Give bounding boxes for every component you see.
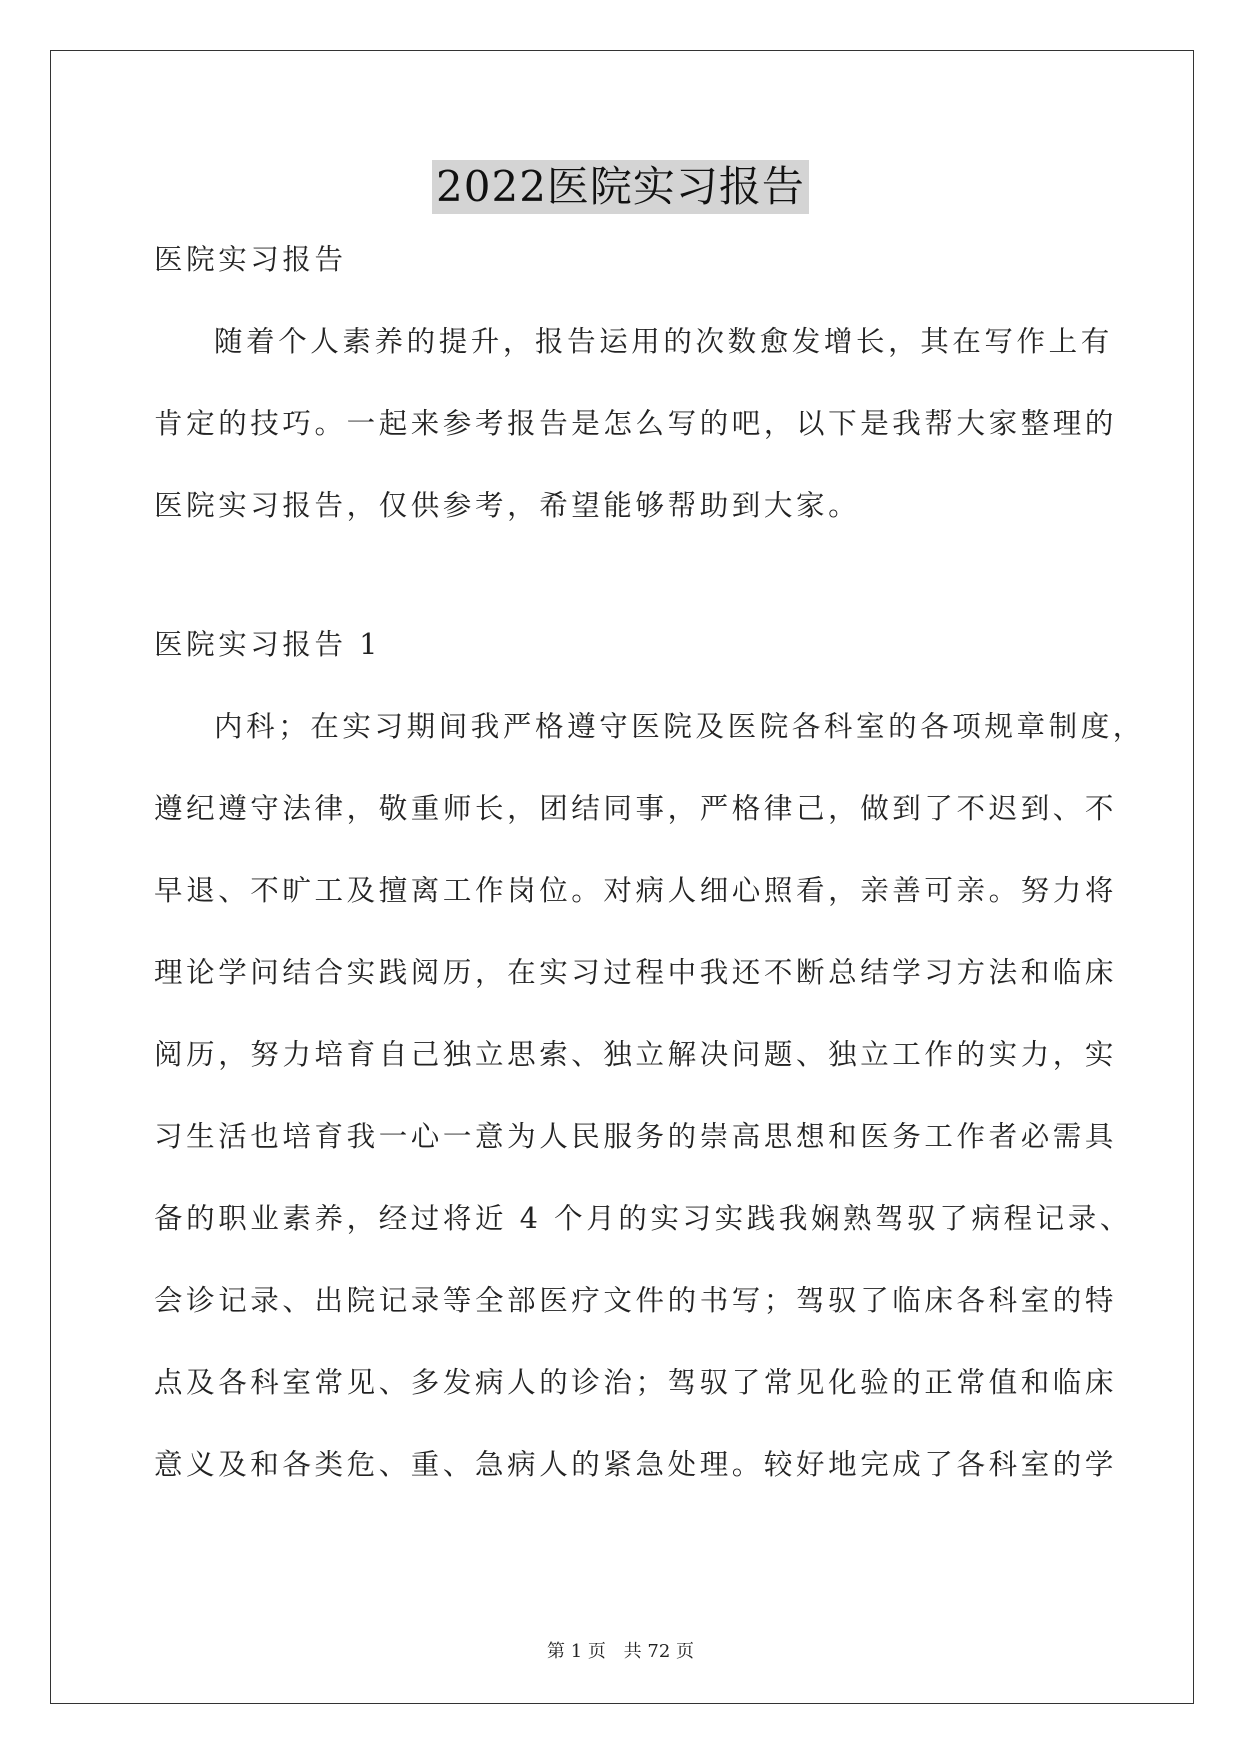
section1-line-1: 内科；在实习期间我严格遵守医院及医院各科室的各项规章制度， <box>214 710 1145 743</box>
section1-line-7: 备的职业素养，经过将近 4 个月的实习实践我娴熟驾驭了病程记录、 <box>154 1202 1132 1235</box>
section1-line-4: 理论学问结合实践阅历，在实习过程中我还不断总结学习方法和临床 <box>154 956 1118 989</box>
section1-block <box>154 604 1145 1506</box>
section1-line-5: 阅历，努力培育自己独立思索、独立解决问题、独立工作的实力，实 <box>154 1038 1118 1071</box>
section1-line-2: 遵纪遵守法律，敬重师长，团结同事，严格律己，做到了不迟到、不 <box>154 792 1118 825</box>
document-title: 2022医院实习报告 <box>432 160 809 214</box>
page-number-total: 共 72 页 <box>623 1641 694 1662</box>
intro-line-3: 医院实习报告，仅供参考，希望能够帮助到大家。 <box>154 489 861 522</box>
section1-line-9: 点及各科室常见、多发病人的诊治；驾驭了常见化验的正常值和临床 <box>154 1366 1118 1399</box>
section1-line-8: 会诊记录、出院记录等全部医疗文件的书写；驾驭了临床各科室的特 <box>154 1284 1118 1317</box>
title-container <box>0 160 1241 214</box>
intro-line-1: 随着个人素养的提升，报告运用的次数愈发增长，其在写作上有 <box>214 325 1113 358</box>
section1-line-3: 早退、不旷工及擅离工作岗位。对病人细心照看，亲善可亲。努力将 <box>154 874 1118 907</box>
page-number-current: 第 1 页 <box>547 1641 606 1662</box>
heading-intro: 医院实习报告 <box>154 243 347 276</box>
section1-line-6: 习生活也培育我一心一意为人民服务的崇高思想和医务工作者必需具 <box>154 1120 1118 1153</box>
heading-section-1: 医院实习报告 1 <box>154 628 381 661</box>
page-footer <box>0 1637 1241 1663</box>
intro-line-2: 肯定的技巧。一起来参考报告是怎么写的吧，以下是我帮大家整理的 <box>154 407 1118 440</box>
intro-block <box>154 219 1118 547</box>
section1-line-10: 意义及和各类危、重、急病人的紧急处理。较好地完成了各科室的学 <box>154 1448 1118 1481</box>
